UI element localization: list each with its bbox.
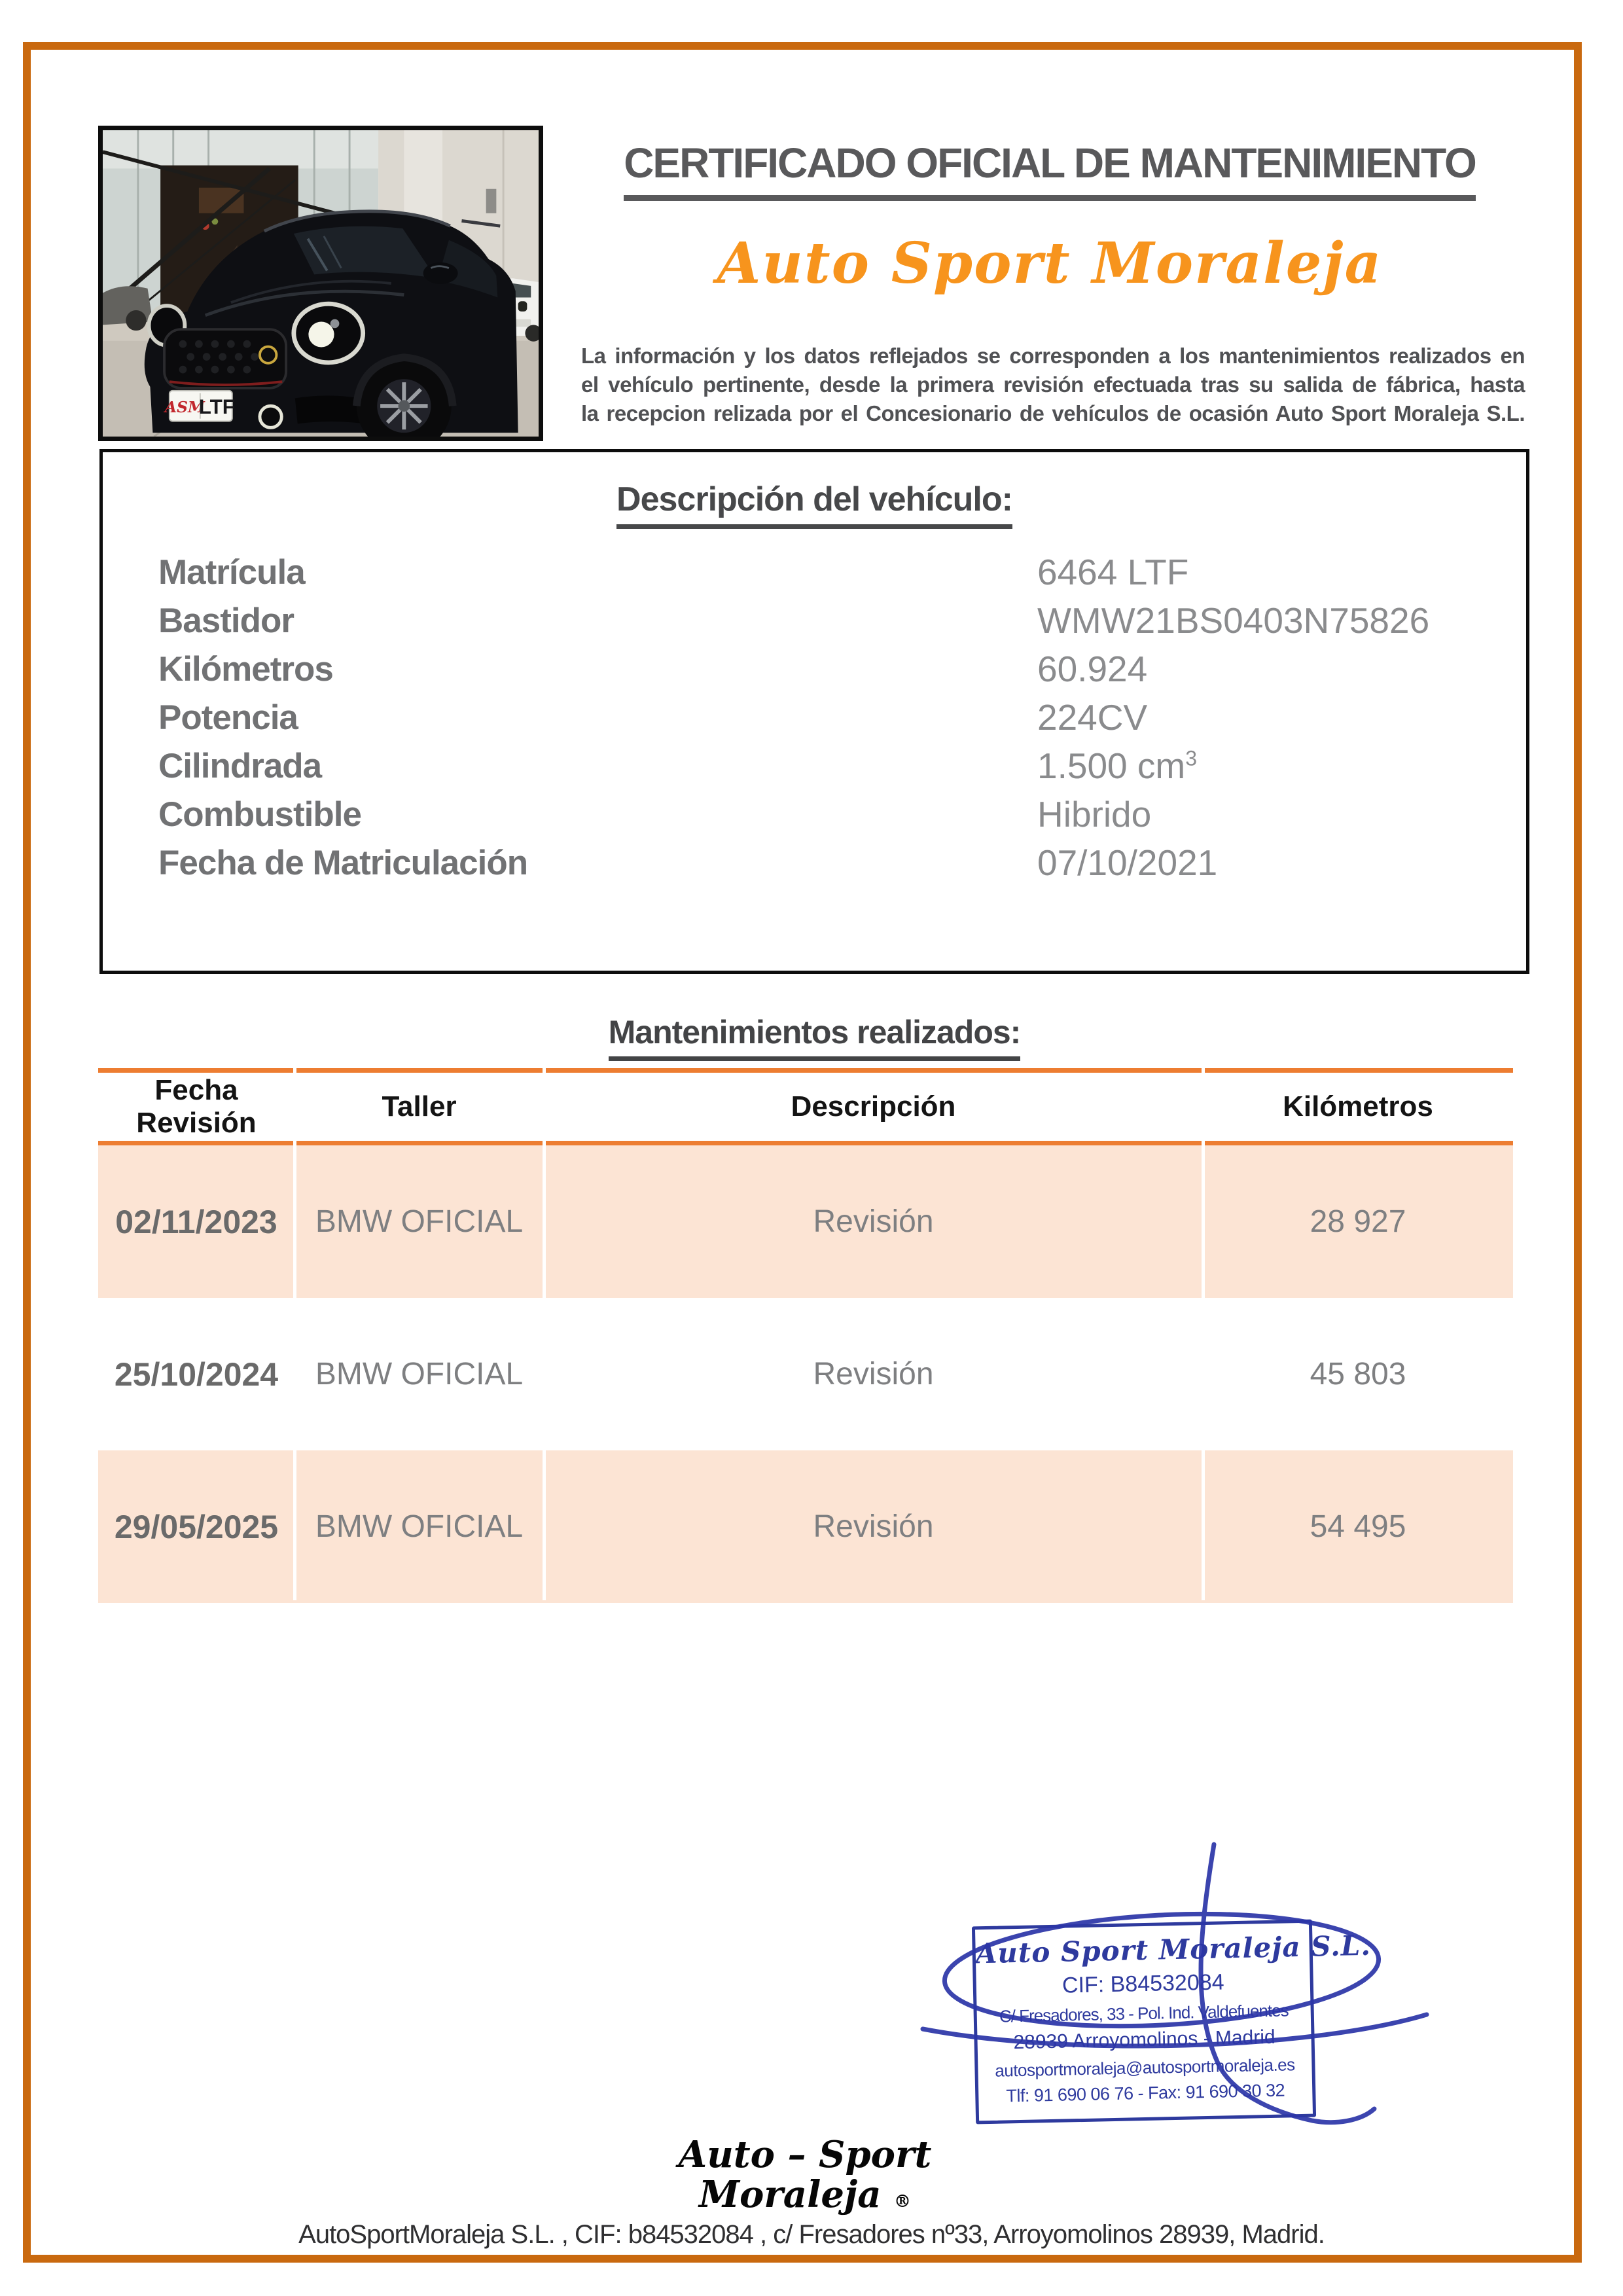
column-separator	[293, 1068, 296, 1600]
cell-taller: BMW OFICIAL	[315, 1509, 524, 1544]
vehicle-field-row	[158, 548, 1507, 596]
field-value: Hibrido	[1037, 794, 1152, 834]
cell-fecha: 29/05/2025	[114, 1508, 279, 1545]
column-header-kilometros: Kilómetros	[1283, 1090, 1433, 1122]
vehicle-field-row	[158, 693, 1507, 742]
vehicle-description-heading: Descripción del vehículo:	[616, 480, 1012, 529]
cell-taller: BMW OFICIAL	[315, 1357, 524, 1391]
stamp-company: Auto Sport Moraleja S.L.	[975, 1929, 1372, 1970]
vehicle-field-row	[158, 742, 1507, 790]
vehicle-fields	[158, 548, 1507, 887]
reflected-car	[103, 286, 152, 331]
s-badge	[260, 347, 276, 363]
column-header-taller: Taller	[382, 1090, 457, 1122]
table-row	[98, 1450, 1513, 1603]
dealer-logo-line1: Auto – Sport	[678, 2133, 932, 2176]
dealer-logo-line2: Moraleja ®	[698, 2173, 912, 2216]
vehicle-photo-illustration	[103, 130, 539, 437]
intro-line: La información y los datos reflejados se corresponden a los mantenimientos realizados en	[581, 344, 1525, 368]
cell-descripcion: Revisión	[813, 1204, 934, 1239]
stamp-phone: Tlf: 91 690 06 76 - Fax: 91 690 30 32	[1006, 2080, 1285, 2106]
maintenance-heading: Mantenimientos realizados:	[609, 1013, 1021, 1061]
intro-line: el vehículo pertinente, desde la primera revisión efectuada tras su salida de fábrica, hasta	[581, 372, 1525, 397]
plate-badge-text: ASM	[164, 397, 205, 416]
field-label: Kilómetros	[158, 649, 333, 689]
brand-name: Auto Sport Moraleja	[717, 230, 1383, 296]
registered-mark: ®	[894, 2192, 912, 2212]
cell-fecha: 02/11/2023	[115, 1203, 277, 1240]
field-label: Cilindrada	[158, 746, 322, 785]
vehicle-description-box	[99, 449, 1529, 974]
table-row	[98, 1298, 1513, 1450]
cell-descripcion: Revisión	[813, 1357, 934, 1391]
column-separator	[1202, 1068, 1205, 1600]
footer-text: AutoSportMoraleja S.L. , CIF: b84532084 , c/ Fresadores nº33, Arroyomolinos 28939, Madrid.	[298, 2220, 1325, 2249]
wall-window	[486, 189, 497, 213]
dealer-logo	[668, 2135, 942, 2222]
column-separator	[543, 1068, 546, 1600]
field-value: 60.924	[1037, 649, 1148, 689]
stamp-cif: CIF: B84532084	[1061, 1969, 1224, 1998]
vehicle-photo	[98, 126, 543, 441]
field-value: 07/10/2021	[1037, 842, 1218, 883]
cell-kilometros: 28 927	[1310, 1204, 1406, 1239]
cell-kilometros: 54 495	[1310, 1509, 1406, 1544]
field-value: 224CV	[1037, 697, 1148, 738]
cell-kilometros: 45 803	[1310, 1357, 1406, 1391]
vehicle-field-row	[158, 645, 1507, 693]
field-label: Matrícula	[158, 552, 305, 592]
license-plate	[164, 391, 235, 422]
field-value: 1.500 $cm^3$	[1037, 745, 1198, 786]
field-label: Fecha de Matriculación	[158, 843, 528, 882]
table-row	[98, 1145, 1513, 1298]
cell-fecha: 25/10/2024	[114, 1355, 279, 1393]
intro-paragraph	[581, 342, 1525, 428]
company-stamp	[972, 1920, 1372, 2125]
document-title: CERTIFICADO OFICIAL DE MANTENIMIENTO	[624, 139, 1476, 201]
field-value: 6464 LTF	[1037, 552, 1189, 592]
column-header-fecha: Fecha Revisión	[136, 1074, 257, 1139]
field-label: Bastidor	[158, 601, 294, 640]
vehicle-field-row	[158, 838, 1507, 887]
field-label: Potencia	[158, 698, 298, 737]
field-value: WMW21BS0403N75826	[1037, 600, 1430, 641]
vehicle-field-row	[158, 596, 1507, 645]
cell-taller: BMW OFICIAL	[315, 1204, 524, 1239]
cell-descripcion: Revisión	[813, 1509, 934, 1544]
vehicle-field-row	[158, 790, 1507, 838]
stamp-address2: 28939 Arroyomolinos - Madrid	[1013, 2026, 1275, 2054]
intro-line: la recepcion relizada por el Concesionario de vehículos de ocasión Auto Sport Moraleja S.L.	[581, 401, 1525, 425]
field-label: Combustible	[158, 795, 361, 834]
column-header-descripcion: Descripción	[791, 1090, 956, 1122]
plate-letters: LTF	[198, 395, 235, 418]
superscript: 3	[1185, 746, 1198, 770]
table-header-row	[98, 1068, 1513, 1145]
stamp-email: autosportmoraleja@autosportmoraleja.es	[995, 2054, 1295, 2081]
stamp-address1: C/ Fresadores, 33 - Pol. Ind. Valdefuentes	[999, 2000, 1289, 2026]
maintenance-table	[98, 1068, 1513, 1603]
fog-light	[260, 406, 281, 427]
